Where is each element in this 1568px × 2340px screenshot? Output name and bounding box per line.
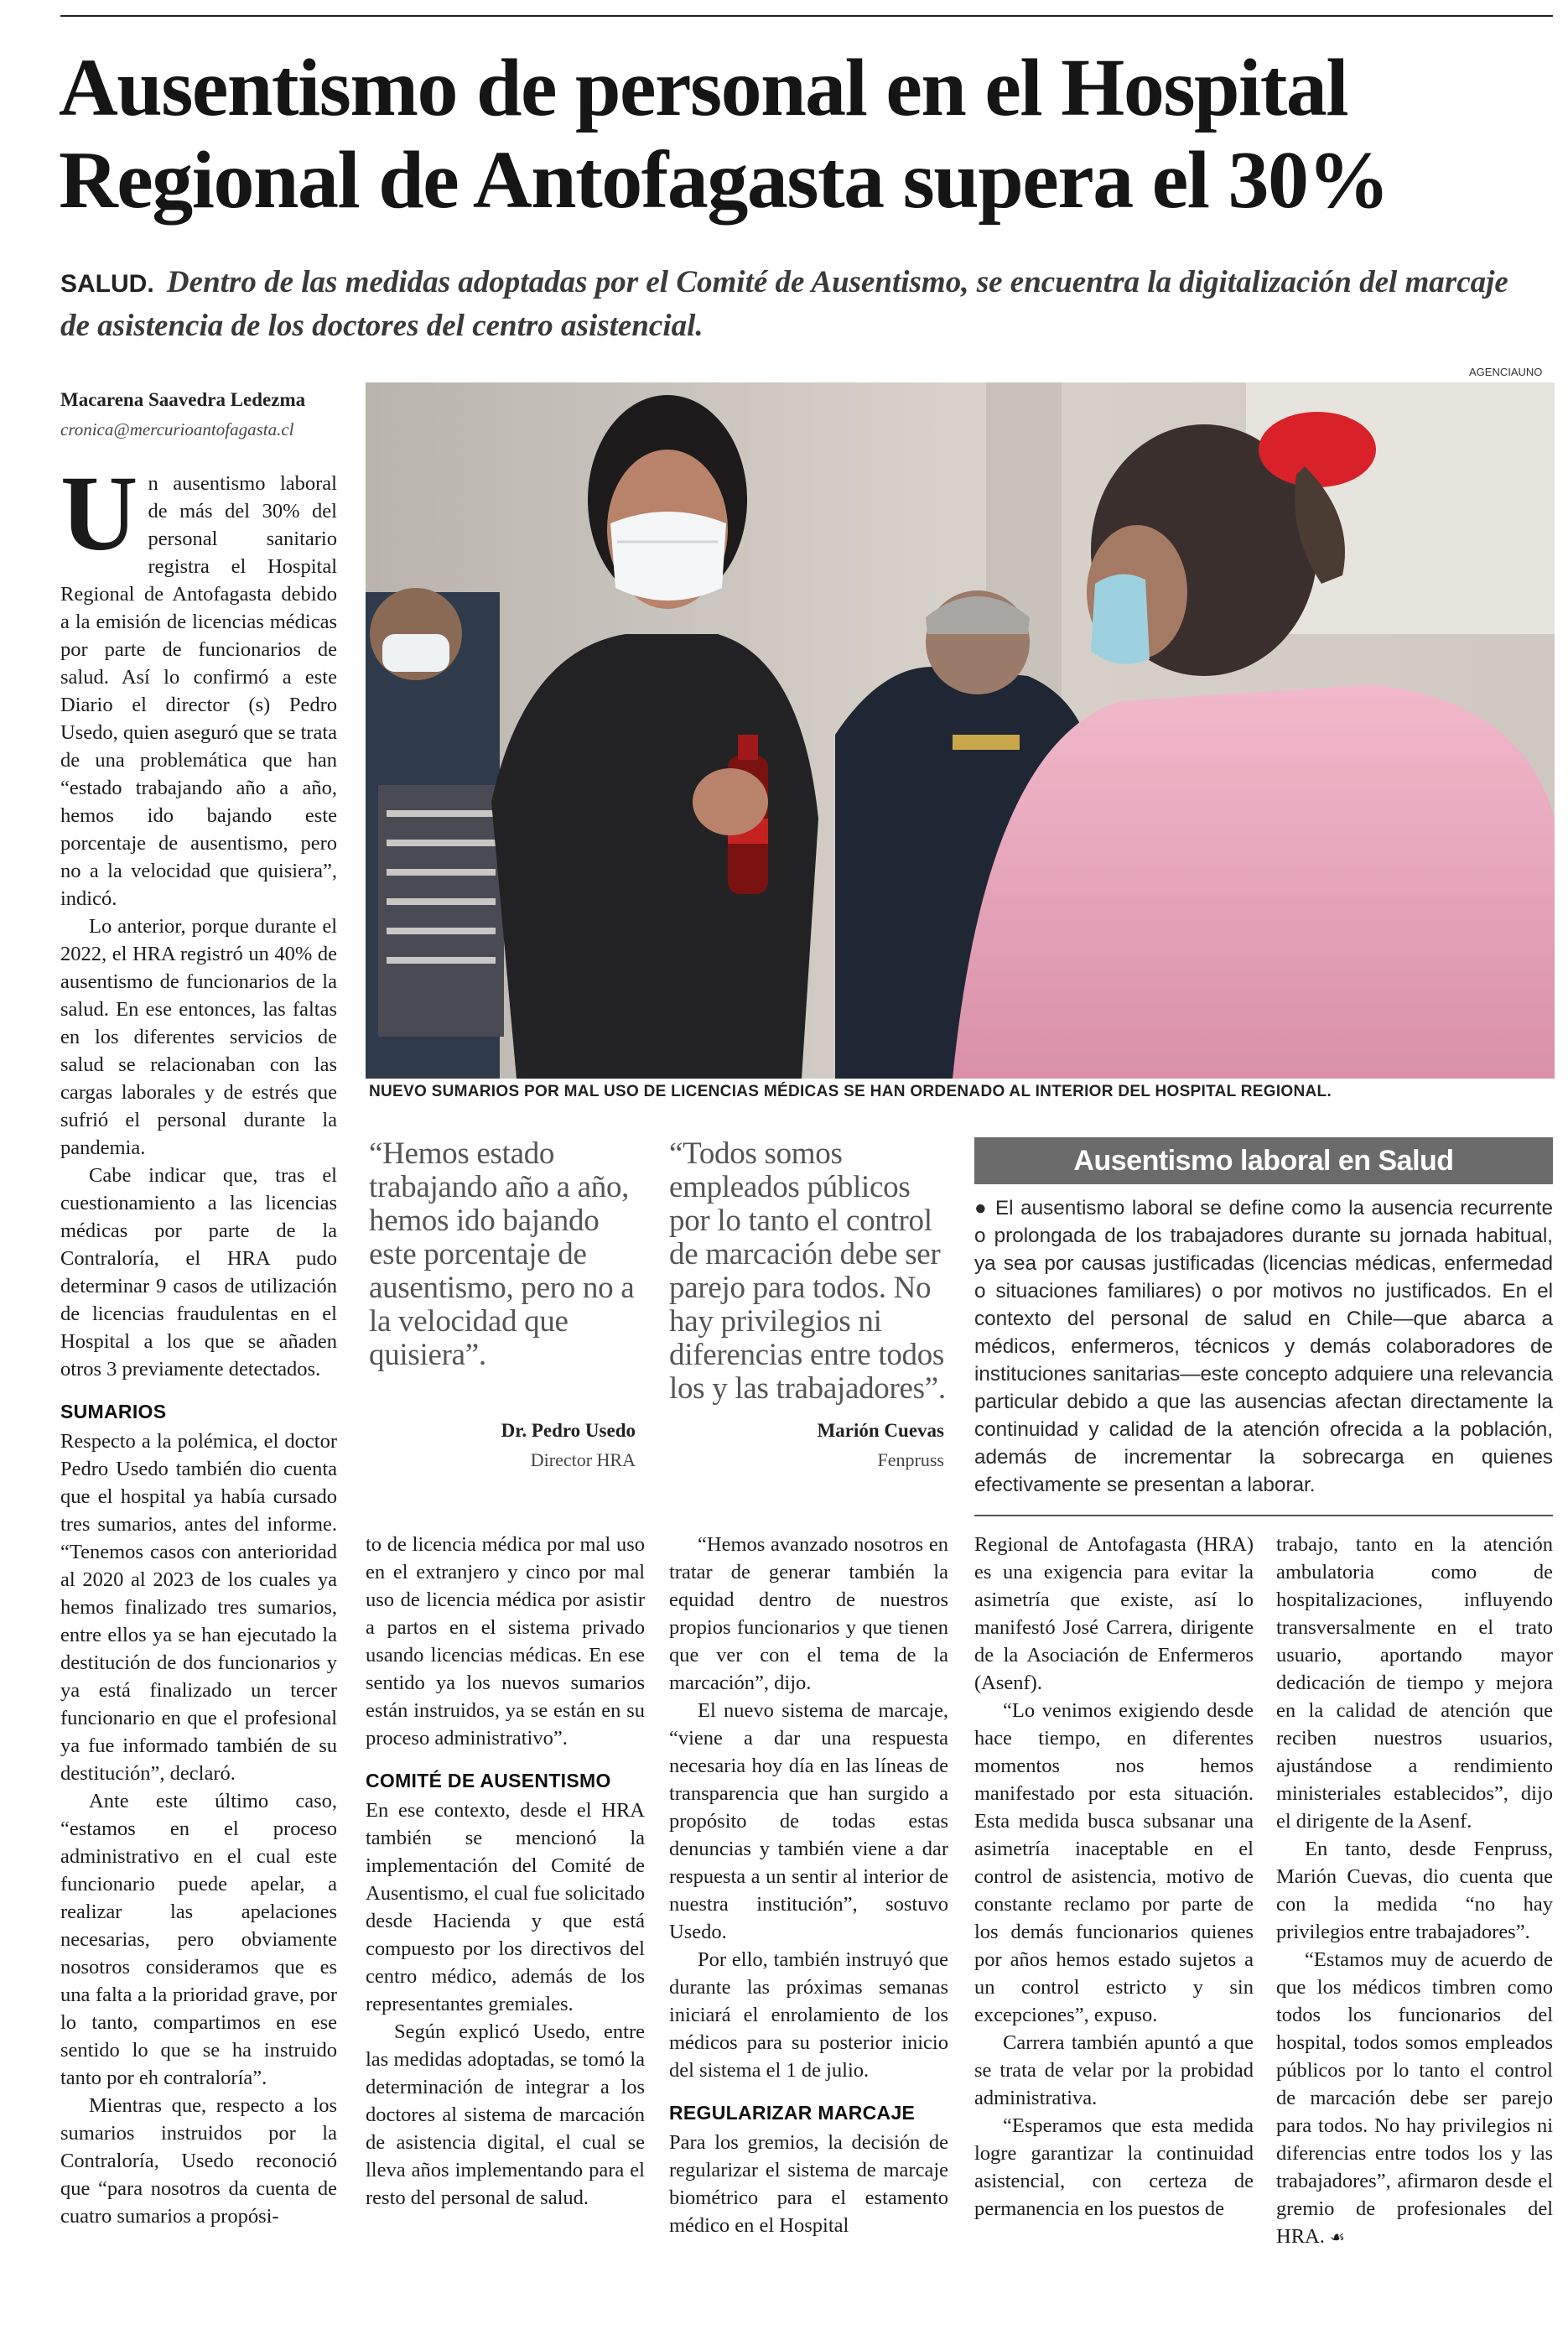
paragraph: “Esperamos que esta medida logre garantizar la continuidad asistencial, con certeza de permanencia en los puestos de	[974, 2114, 1254, 2220]
paragraph: n ausentismo laboral de más del 30% del personal sanitario registra el Hospital Regional de Antofagasta debido a la emisión de licencias médicas por parte de funcionarios de salud. Así lo confirmó a este Diario el director (s) Pedro Usedo, quien aseguró que se trata de una problemática que han “estado trabajando año a año, hemos ido bajando este porcentaje de ausentismo, pero no a la velocidad que quisiera”, indicó.	[60, 472, 337, 910]
photo-credit: AGENCIAUNO	[1469, 366, 1543, 378]
paragraph: Ante este último caso, “estamos en el proceso administrativo en el cual este funcionario puede apelar, a realizar las apelaciones necesarias, pero obviamente nosotros consideramos que es una falta a la prioridad grave, por lo tanto, compartimos en ese sentido lo que se ha instruido tanto por eh contraloría”.	[60, 1790, 337, 2089]
quote-author-usedo: Dr. Pedro Usedo	[501, 1420, 636, 1441]
paragraph	[1276, 1946, 1553, 2251]
paragraph: Regional de Antofagasta (HRA) es una exigencia para evitar la asimetría que existe, así lo manifestó José Carrera, dirigente de la Asociación de Enfermeros (Asenf).	[974, 1533, 1254, 1694]
paragraph: “Lo venimos exigiendo desde hace tiempo, en diferentes momentos nos hemos manifestado por esta situación. Esta medida busca subsanar una asimetría inaceptable en el control de asistencia, motivo de constante reclamo por parte de los demás funcionarios quienes por años hemos estado sujetos a un control estricto y sin excepciones”, expuso.	[974, 1699, 1254, 2026]
author-name: Macarena Saavedra Ledezma	[60, 389, 306, 410]
paragraph: En ese contexto, desde el HRA también se mencionó la implementación del Comité de Ausentismo, el cual fue solicitado desde Hacienda y que está compuesto por los directivos del centro médico, además de los representantes gremiales.	[366, 1799, 645, 2015]
column-1	[60, 454, 337, 2230]
column-4	[974, 1531, 1254, 2223]
paragraph: “Hemos avanzado nosotros en tratar de generar también la equidad dentro de nuestros propios funcionarios y que tienen que ver con el tema de la marcación”, dijo.	[669, 1533, 948, 1694]
author-email: cronica@mercurioantofagasta.cl	[60, 419, 294, 439]
photo-illustration	[366, 382, 1555, 1079]
photo-caption: NUEVO SUMARIOS POR MAL USO DE LICENCIAS MÉDICAS SE HAN ORDENADO AL INTERIOR DEL HOSPITAL REGIONAL.	[369, 1083, 1332, 1100]
paragraph: En tanto, desde Fenpruss, Marión Cuevas, dio cuenta que con la medida “no hay privilegios entre trabajadores”.	[1276, 1838, 1553, 1943]
paragraph: Por ello, también instruyó que durante las próximas semanas iniciará el enrolamiento de los médicos para su posterior inicio del sistema el 1 de julio.	[669, 1948, 948, 2082]
paragraph: Respecto a la polémica, el doctor Pedro Usedo también dio cuenta que el hospital ya había cursado tres sumarios, antes del informe. “Tenemos casos con anterioridad al 2020 al 2023 de los cuales ya hemos finalizado tres sumarios, entre ellos ya se han ejecutado la destitución de dos funcionarios y ya está finalizado un tercer funcionario en que el profesional ya fue informado también de su destitución”, declaró.	[60, 1430, 337, 1785]
paragraph-text: “Estamos muy de acuerdo de que los médicos timbren como todos los funcionarios del hospital, todos somos empleados públicos por lo tanto el control de marcación debe ser parejo para todos. No hay privilegios ni diferencias entre todos los y las trabajadores”, afirmaron desde el gremio de profesionales del HRA.	[1276, 1948, 1553, 2248]
end-mark-icon: ☙	[1329, 2227, 1345, 2247]
quote-role-cuevas: Fenpruss	[877, 1449, 944, 1470]
article-photo	[366, 382, 1555, 1079]
subhead-comite: COMITÉ DE AUSENTISMO	[366, 1770, 611, 1791]
quote-author-cuevas: Marión Cuevas	[817, 1420, 944, 1441]
top-rule	[60, 15, 1553, 17]
subhead-regularizar: REGULARIZAR MARCAJE	[669, 2102, 916, 2124]
paragraph: El nuevo sistema de marcaje, “viene a dar una respuesta necesaria hoy día en las líneas de transparencia que han surgido a propósito de todas estas denuncias y también viene a dar respuesta a un sentir al interior de nuestra institución”, sostuvo Usedo.	[669, 1699, 948, 1943]
pull-quote-cuevas: “Todos somos empleados públicos por lo tanto el control de marcación debe ser parejo para todos. No hay privilegios ni diferencias entre todos los y las trabajadores”.	[669, 1136, 946, 1406]
box-body: El ausentismo laboral se define como la ausencia recurrente o prolongada de los trabajadores durante su jornada habitual, ya sea por causas justificadas (licencias médicas, enfermedad o situaciones familiares) o por motivos no justificados. En el contexto del personal de salud en Chile—que abarca a médicos, enfermeros, técnicos y demás colaboradores de instituciones sanitarias—este concepto adquiere una relevancia particular debido a que las ausencias afectan directamente la continuidad y calidad de la atención ofrecida a la población, además de incrementar la sobrecarga en quienes efectivamente se presentan a laborar.	[974, 1197, 1553, 1496]
column-5	[1276, 1531, 1553, 2251]
paragraph: to de licencia médica por mal uso en el extranjero y cinco por mal uso de licencia médica por asistir a partos en el sistema privado usando licencias médicas. En ese sentido ya los nuevos sumarios están instruidos, ya se están en su proceso administrativo”.	[366, 1533, 645, 1750]
column-3	[669, 1531, 948, 2239]
paragraph: Lo anterior, porque durante el 2022, el HRA registró un 40% de ausentismo de funcionarios de la salud. En ese entonces, las faltas en los diferentes servicios de salud se relacionaban con las cargas laborales y de estrés que sufrió el personal durante la pandemia.	[60, 915, 337, 1159]
column-2	[366, 1531, 645, 2212]
paragraph: Mientras que, respecto a los sumarios instruidos por la Contraloría, Usedo reconoció que “para nosotros da cuenta de cuatro sumarios a propósi-	[60, 2094, 337, 2228]
paragraph: trabajo, tanto en la atención ambulatoria como de hospitalizaciones, influyendo transversalmente en el trato usuario, aportando mayor dedicación de tiempo y mejora en la calidad de atención que reciben nuestros usuarios, ajustándose a rendimiento ministeriales establecidos”, dijo el dirigente de la Asenf.	[1276, 1533, 1553, 1833]
quote-role-usedo: Director HRA	[530, 1449, 636, 1470]
box-title: Ausentismo laboral en Salud	[974, 1137, 1553, 1184]
paragraph: Carrera también apuntó a que se trata de velar por la probidad administrativa.	[974, 2031, 1254, 2109]
deck-kicker: SALUD.	[60, 270, 154, 298]
byline	[60, 389, 345, 440]
subhead-sumarios: SUMARIOS	[60, 1401, 167, 1422]
box-rule	[974, 1515, 1553, 1516]
deck-text: Dentro de las medidas adoptadas por el Comité de Ausentismo, se encuentra la digitalización del marcaje de asistencia de los doctores del centro asistencial.	[60, 265, 1508, 343]
dropcap: U	[60, 454, 138, 573]
bullet-icon: ●	[974, 1197, 995, 1219]
headline: Ausentismo de personal en el Hospital Regional de Antofagasta supera el 30%	[59, 43, 1389, 226]
box-text	[974, 1194, 1553, 1499]
paragraph: Cabe indicar que, tras el cuestionamiento a las licencias médicas por parte de la Contraloría, el HRA pudo determinar 9 casos de utilización de licencias fraudulentas en el Hospital a los que se añaden otros 3 previamente detectados.	[60, 1164, 337, 1381]
deck	[60, 262, 1545, 347]
paragraph: Para los gremios, la decisión de regularizar el sistema de marcaje biométrico para el estamento médico en el Hospital	[669, 2131, 948, 2237]
paragraph: Según explicó Usedo, entre las medidas adoptadas, se tomó la determinación de integrar a los doctores al sistema de marcación de asistencia digital, el cual se lleva años implementando para el resto del personal de salud.	[366, 2020, 645, 2209]
pull-quote-usedo: “Hemos estado trabajando año a año, hemos ido bajando este porcentaje de ausentismo, pero no a la velocidad que quisiera”.	[369, 1136, 635, 1372]
